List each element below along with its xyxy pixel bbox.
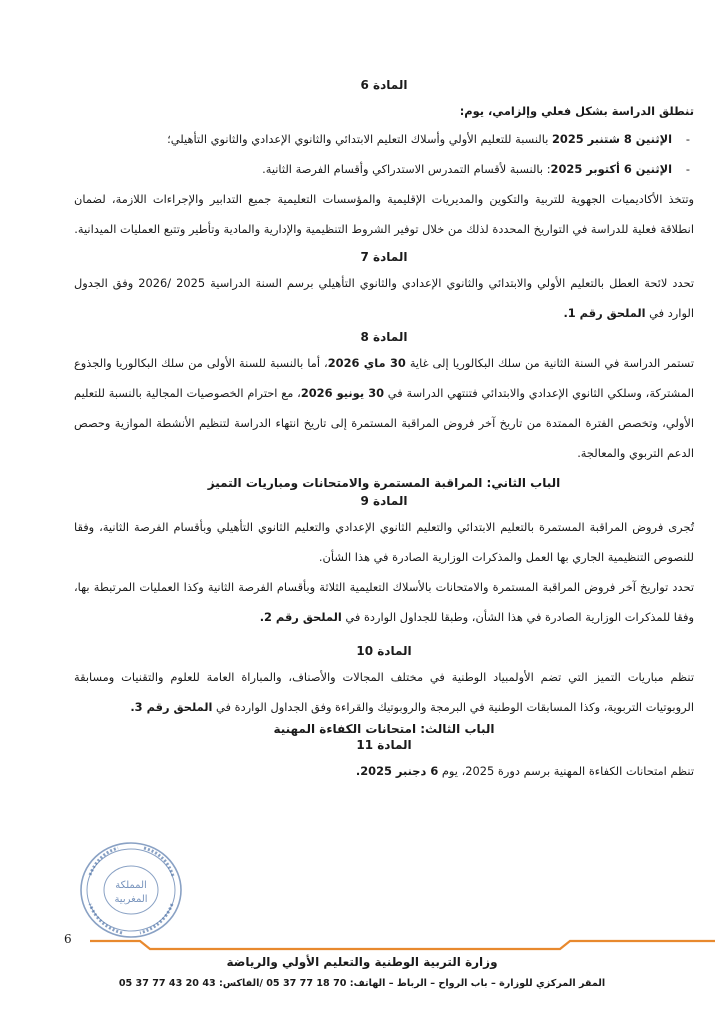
- bullet-1-date: الإثنين 8 شتنبر 2025: [552, 132, 672, 146]
- article-9-title: المادة 9: [360, 494, 408, 508]
- article-8-date-2: 30 يونيو 2026: [300, 386, 385, 400]
- article-8-paragraph: [74, 348, 694, 468]
- stamp-text-1: المملكة: [115, 880, 147, 891]
- article-7-paragraph: [74, 268, 694, 328]
- article-10-text: تنظم مباريات التميز التي تضم الأولمبياد الوطنية في مختلف المجالات والأصناف، والمباراة العامة للعلوم والتقنيات ومسابقة الروبوتيات التربوية، وكذا المسابقات الوطنية في البرمجة والروبوتيك والقراءة وفق الجداول الواردة في: [74, 670, 694, 714]
- footer-divider: [0, 939, 724, 953]
- ministry-name: وزارة التربية الوطنية والتعليم الأولي والرياضة: [226, 955, 498, 969]
- bullet-2-text: : بالنسبة لأقسام التمدرس الاستدراكي وأقسام الفرصة الثانية.: [262, 162, 551, 176]
- chapter-2-title: الباب الثاني: المراقبة المستمرة والامتحانات ومباريات التميز: [207, 476, 561, 490]
- article-7-title: المادة 7: [360, 250, 408, 264]
- document-body: [74, 78, 694, 786]
- chapter-3-title: الباب الثالث: امتحانات الكفاءة المهنية: [273, 722, 495, 736]
- article-6-bullet-2: [74, 154, 694, 184]
- article-6-bullet-1: [74, 124, 694, 154]
- page-number: 6: [64, 932, 72, 946]
- article-9-annex-ref: الملحق رقم 2.: [259, 610, 342, 624]
- article-6-paragraph: وتتخذ الأكاديميات الجهوية للتربية والتكوين والمديريات الإقليمية والمؤسسات التعليمية جميع التدابير والإجراءات اللازمة، لضمان انطلاقة فعلية للدراسة في التواريخ المحددة لذلك من خلال توفير الشروط التنظيمية والإدارية والمادية وتأطير وتتبع العمليات الميدانية.: [74, 192, 694, 236]
- article-10-annex-ref: الملحق رقم 3.: [130, 700, 213, 714]
- article-8-title: المادة 8: [360, 330, 408, 344]
- article-7-annex-ref: الملحق رقم 1.: [563, 306, 646, 320]
- article-10-paragraph: [74, 662, 694, 722]
- official-stamp: [78, 840, 184, 940]
- stamp-text-2: المغربية: [114, 894, 148, 905]
- article-11-text: تنظم امتحانات الكفاءة المهنية برسم دورة 2025، يوم: [438, 764, 694, 778]
- article-8-text-3: ، مع احترام الخصوصيات المجالية بالنسبة للتعليم الأولي، وتخصص الفترة الممتدة من تاريخ آخر فروض المراقبة المستمرة إلى تاريخ انتهاء الدراسة لتنظيم الأنشطة الموازية وحصص الدعم التربوي والمعالجة.: [74, 386, 694, 460]
- article-8-date-1: 30 ماي 2026: [327, 356, 406, 370]
- article-11-date: 6 دجنبر 2025.: [355, 764, 439, 778]
- article-9-paragraph-2: [74, 572, 694, 632]
- article-9-paragraph-1: تُجرى فروض المراقبة المستمرة بالتعليم الابتدائي والتعليم الثانوي الإعدادي والتعليم الثانوي التأهيلي وبأقسام الفرصة الثانية، وفقا للنصوص التنظيمية الجاري بها العمل والمذكرات الوزارية الصادرة في هذا الشأن.: [74, 520, 694, 564]
- article-10-title: المادة 10: [356, 644, 412, 658]
- article-11-title: المادة 11: [356, 738, 412, 752]
- article-8-text-1: تستمر الدراسة في السنة الثانية من سلك البكالوريا إلى غاية: [405, 356, 694, 370]
- article-6-intro: تنطلق الدراسة بشكل فعلي وإلزامي، يوم:: [459, 104, 694, 118]
- article-7-text: تحدد لائحة العطل بالتعليم الأولي والابتدائي والثانوي الإعدادي والثانوي التأهيلي برسم السنة الدراسية 2025 /2026 وفق الجدول الوارد في: [74, 276, 694, 320]
- article-6-title: المادة 6: [360, 78, 408, 92]
- bullet-2-date: الإثنين 6 أكتوبر 2025: [550, 162, 672, 176]
- article-11-paragraph: [74, 756, 694, 786]
- ministry-address: المقر المركزي للوزارة – باب الرواح – الرباط – الهاتف: 70 18 77 37 05 /الفاكس: 43 20 43 77 37 05: [118, 978, 606, 989]
- article-8-text-2: ، أما بالنسبة للسنة الأولى من سلك البكالوريا والجذوع المشتركة، وسلكي الثانوي الإعدادي والابتدائي فتنتهي الدراسة في: [74, 356, 694, 400]
- article-9-text: تحدد تواريخ آخر فروض المراقبة المستمرة والامتحانات بالأسلاك التعليمية الثلاثة وبأقسام الفرصة الثانية وكذا العمليات المرتبطة بها، وفقا للمذكرات الوزارية الصادرة في هذا الشأن، وطبقا للجداول الواردة في: [74, 580, 694, 624]
- bullet-1-text: بالنسبة للتعليم الأولي وأسلاك التعليم الابتدائي والثانوي الإعدادي والثانوي التأهيلي؛: [167, 132, 552, 146]
